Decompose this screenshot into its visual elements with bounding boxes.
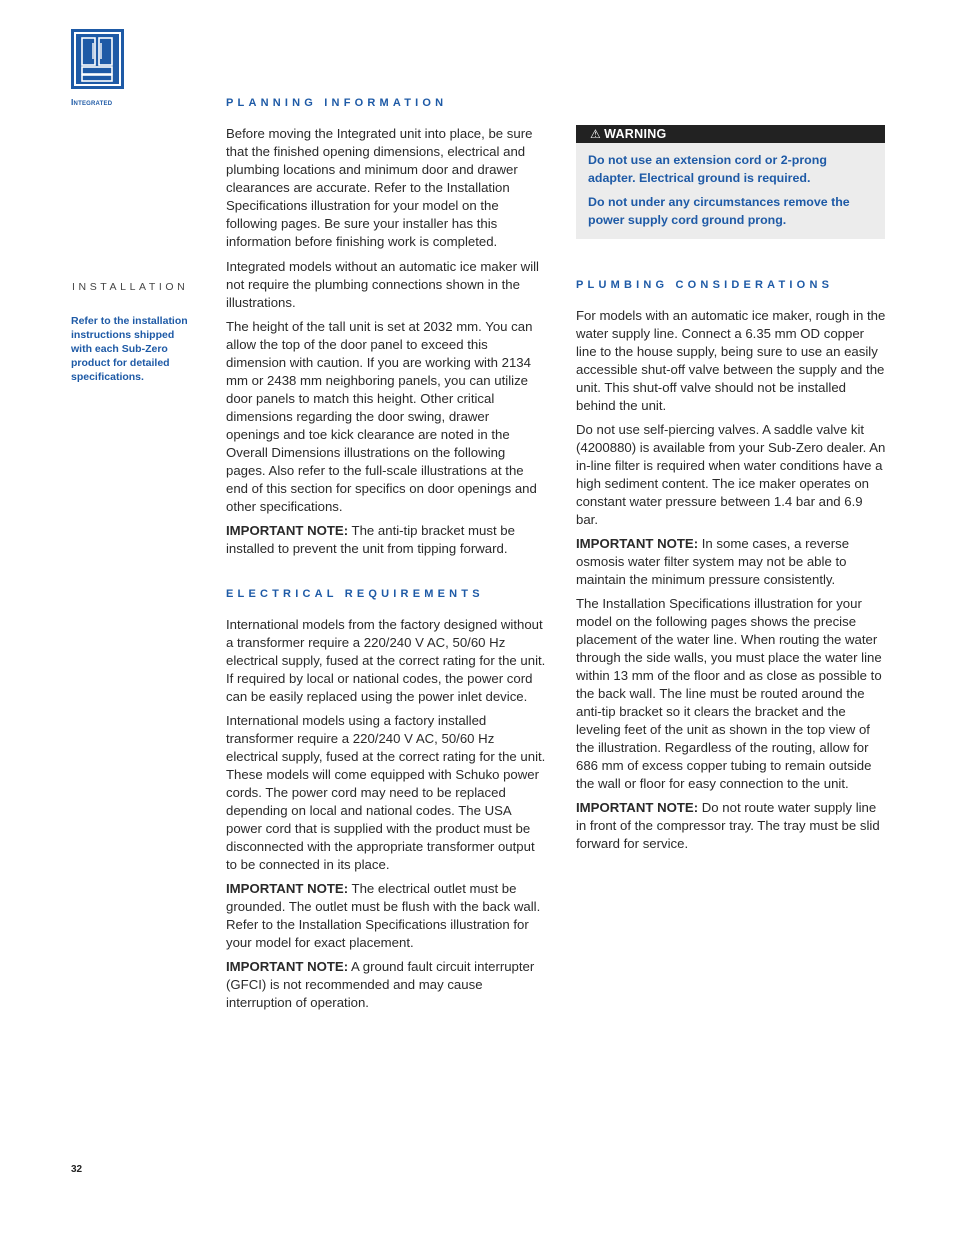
important-note-label: IMPORTANT NOTE: <box>576 800 699 815</box>
plumbing-important-note <box>576 799 888 853</box>
warning-box <box>576 125 885 239</box>
sidebar-note: Refer to the installation instructions shipped with each Sub-Zero product for detailed specifications. <box>71 315 188 383</box>
warning-line: Do not use an extension cord or 2-prong adapter. Electrical ground is required. <box>588 153 827 185</box>
warning-body <box>576 143 885 239</box>
electrical-heading: ELECTRICAL REQUIREMENTS <box>226 588 484 600</box>
brand-label: Integrated <box>71 97 113 107</box>
electrical-paragraph: International models from the factory designed without a transformer require a 220/240 V AC, 50/60 Hz electrical supply, fused at the correct rating for the unit. If required by local or national codes, the power cord can be easily replaced using the power inlet device. <box>226 617 546 704</box>
plumbing-heading: PLUMBING CONSIDERATIONS <box>576 279 834 291</box>
important-note-label: IMPORTANT NOTE: <box>226 959 349 974</box>
important-note-text: The anti-tip bracket must be installed to prevent the unit from tipping forward. <box>226 523 515 556</box>
plumbing-paragraph: The Installation Specifications illustration for your model on the following pages shows the precise placement of the water line. When routing the water through the side walls, you must place the water line within 13 mm of the floor and as close as possible to the back wall. The line must be routed around the anti-tip bracket so it clears the bracket and the leveling feet of the unit as shown in the top view of the illustration. Regardless of the routing, allow for 686 mm of excess copper tubing to remain outside the wall or floor for easy connection to the unit. <box>576 596 882 791</box>
electrical-important-note <box>226 880 546 952</box>
planning-heading: PLANNING INFORMATION <box>226 97 448 109</box>
plumbing-paragraph: For models with an automatic ice maker, rough in the water supply line. Connect a 6.35 mm OD copper line to the house supply, being sure to use an easily accessible shut-off valve between the supply and the unit. This shut-off valve should not be installed behind the unit. <box>576 308 886 413</box>
warning-title: WARNING <box>604 127 667 141</box>
important-note-text: Do not route water supply line in front of the compressor tray. The tray must be slid forward for service. <box>576 800 880 851</box>
important-note-text: In some cases, a reverse osmosis water filter system may not be able to maintain the minimum pressure consistently. <box>576 536 850 587</box>
page-number: 32 <box>71 1164 83 1175</box>
warning-header <box>576 125 885 143</box>
sidebar-heading: INSTALLATION <box>72 281 189 293</box>
refrigerator-logo-icon <box>71 29 124 89</box>
important-note-label: IMPORTANT NOTE: <box>576 536 699 551</box>
warning-triangle-icon: ⚠ <box>590 127 602 141</box>
important-note-text: A ground fault circuit interrupter (GFCI) is not recommended and may cause interruption of operation. <box>226 959 535 1010</box>
important-note-label: IMPORTANT NOTE: <box>226 881 349 896</box>
planning-paragraph: The height of the tall unit is set at 2032 mm. You can allow the top of the door panel to exceed this dimension with caution. If you are working with 2134 mm or 2438 mm neighboring panels, you can utilize door panels to match this height. Other critical dimensions regarding the door swing, drawer openings and toe kick clearance are noted in the Overall Dimensions illustrations on the following pages. Also refer to the full-scale illustrations at the end of this section for specifics on door openings and other specifications. <box>226 319 537 514</box>
planning-important-note <box>226 522 546 558</box>
plumbing-paragraph: Do not use self-piercing valves. A saddle valve kit (4200880) is available from your Sub-Zero dealer. An in-line filter is required when water conditions have a high sediment content. The ice maker operates on constant water pressure between 1.4 bar and 6.9 bar. <box>576 422 886 527</box>
plumbing-important-note <box>576 535 888 589</box>
right-column <box>576 125 888 859</box>
left-column <box>226 97 546 1018</box>
planning-paragraph: Integrated models without an automatic ice maker will not require the plumbing connections shown in the illustrations. <box>226 259 539 310</box>
important-note-text: The electrical outlet must be grounded. The outlet must be flush with the back wall. Refer to the Installation Specifications illustration for your model for exact placement. <box>226 881 541 950</box>
electrical-paragraph: International models using a factory installed transformer require a 220/240 V AC, 50/60 Hz electrical supply, fused at the correct rating for the unit. These models will come equipped with Schuko power cords. The power cord may need to be replaced depending on local and national codes. The USA power cord that is supplied with the product must be disconnected with the appropriate transformer output to be connected in its place. <box>226 713 546 872</box>
planning-paragraph: Before moving the Integrated unit into place, be sure that the finished opening dimensions, electrical and plumbing locations and minimum door and drawer clearances are accurate. Refer to the Installation Specifications illustration for your model on the following pages. Be sure your installer has this information before finishing work is completed. <box>226 126 533 249</box>
warning-line: Do not under any circumstances remove the power supply cord ground prong. <box>588 195 850 227</box>
electrical-important-note <box>226 958 546 1012</box>
important-note-label: IMPORTANT NOTE: <box>226 523 349 538</box>
